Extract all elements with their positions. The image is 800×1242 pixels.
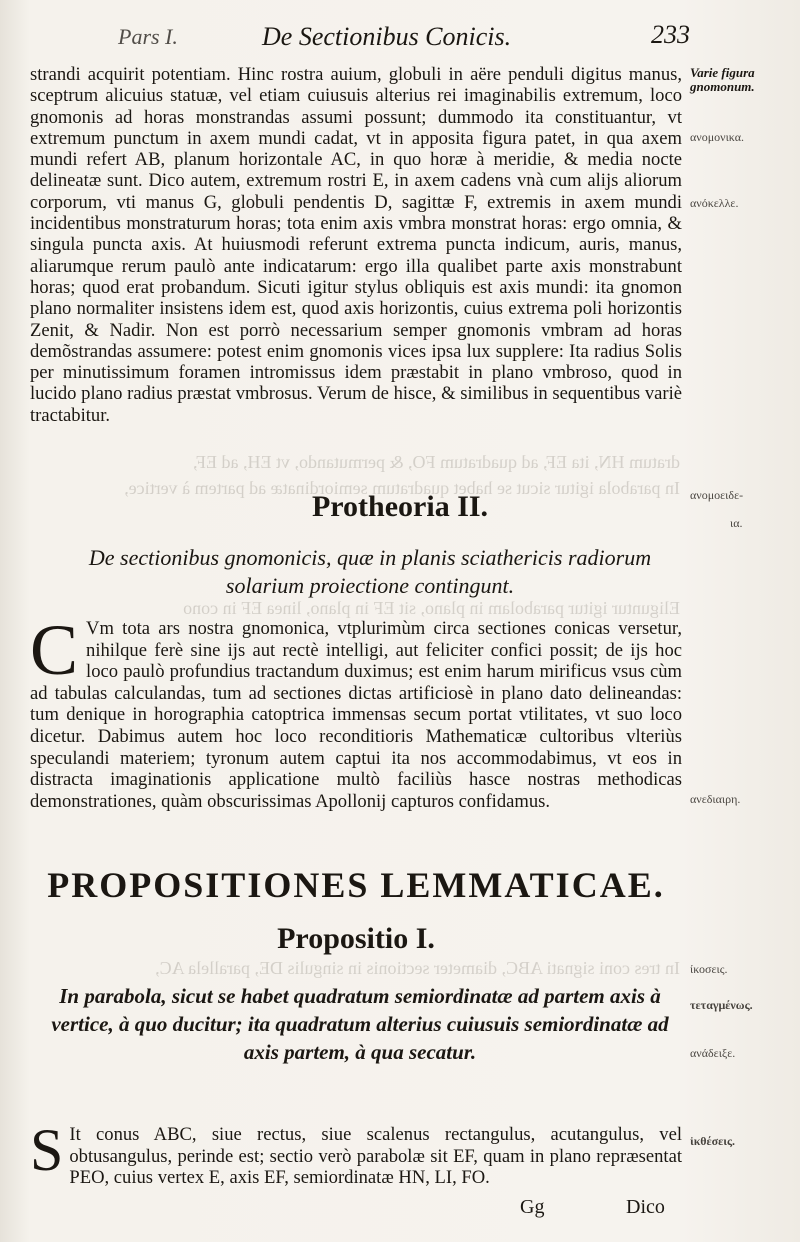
margin-note: ανάδειξε. [690, 1046, 736, 1060]
signature-mark: Gg [520, 1196, 545, 1218]
drop-cap: S [30, 1117, 64, 1183]
margin-note: ια. [730, 516, 743, 530]
margin-note: ίκοσεις. [690, 962, 728, 976]
paragraph-3-text: It conus ABC, siue rectus, siue scalenus rectangulus, acutangulus, vel obtusangulus, perinde est; sectio verò parabolæ sit EF, quam in plano repræsentat PEO, cuius vertex E, axis EF, semiordinatæ HN, LI, FO. [69, 1124, 682, 1188]
paragraph-2-text: Vm tota ars nostra gnomonica, vtplurimùm circa sectiones conicas versetur, nihilque ferè sine ijs aut rectè intelligi, aut feliciter confici possit; de ijs hoc loco paulò profundius tractandum duximus; est enim harum mirificus vsus cùm ad tabulas calculandas, tum ad sectiones dictas artificiosè in plano dato delineandas: tum denique in horographia catoptrica immensas secum portat vtilitates, vt suo loco dicetur. Dabimus autem hoc loco reconditioris Mathematicæ cultoribus vlteriùs speculandi materiem; tyronum autem captui ita nos accommodabimus, vt eos in distracta imaginationis applicatione multò faciliùs hasce nostras methodicas demonstrationes, quàm obscurissimas Apollonij capturos confidamus. [30, 618, 682, 812]
margin-notes [690, 0, 800, 1242]
page-number: 233 [651, 20, 690, 49]
running-title: De Sectionibus Conicis. [262, 22, 512, 51]
drop-cap: C [30, 610, 79, 690]
page-header [30, 20, 690, 54]
bleed-through-line: dratum HN, ita EF, ad quadratum FO, & permutando, vt EH, ad EF, [192, 452, 680, 472]
margin-note: ἰκθέσεις. [690, 1134, 736, 1148]
lemma-heading: PROPOSITIONES LEMMATICAE. [47, 865, 665, 905]
section-subtitle: De sectionibus gnomonicis, quæ in planis sciathericis radiorum solarium proiectione contingunt. [88, 545, 652, 598]
page-footer [0, 1196, 800, 1226]
margin-note: ανόκελλε. [690, 196, 739, 210]
paragraph-2 [30, 610, 682, 812]
margin-note: τεταγμένως. [690, 998, 753, 1012]
proposition-title: Propositio I. [277, 922, 435, 955]
paragraph-1 [30, 64, 682, 426]
paragraph-3 [30, 1117, 682, 1189]
catchword: Dico [626, 1196, 665, 1218]
margin-note: Varie figura gnomonum. [690, 65, 755, 94]
bleed-through-line: Eliguntur igitur parabolam in plano, sit EF in plano, linea EF in cono [183, 598, 680, 618]
bleed-through-line: In parabola igitur sicut se habet quadratum semiordinatæ ad partem à vertice, [124, 478, 680, 498]
proposition-statement: In parabola, sicut se habet quadratum semiordinatæ ad partem axis à vertice, à quo ducitur; ita quadratum alterius cuiusuis semiordinatæ ad axis partem, à qua secatur. [51, 984, 669, 1064]
paragraph-1-text: strandi acquirit potentiam. Hinc rostra auium, globuli in aëre penduli digitus manus, sceptrum alicuius statuæ, vel etiam cuiusuis alterius rei imaginabilis extremum, loco gnomonis ad horas monstrandas assumi possunt; dummodo ita constituantur, vt extremum punctum in axem mundi cadat, vt in apposita figura patet, in qua axem mundi refert AB, planum horizontale AC, in quo horæ à meridie, & media nocte delineatæ sunt. Dico autem, extremum rostri E, in axem cadens vnà cum alijs aliorum corporum, vti manus G, globuli pendentis D, sagittæ F, extremis in axem mundi incidentibus monstraturum horas; tota enim axis vmbra monstrat horas: ergo omnia, & singula puncta axis. At huiusmodi referunt extrema puncta indicum, auris, manus, aliarumque rerum paulò ante indicatarum: ergo illa qualibet parte axis monstrabunt horas; quod erat probandum. Sicuti igitur stylus obliquis est axis mundi: ita gnomon plano normaliter insistens idem est, quod axis horizontis, cuius extrema poli horizontis Zenit, & Nadir. Non est porrò necessarium semper gnomonis vmbram ad horas demõstrandas assumere: potest enim gnomonis vices ipsa lux supplere: Ita radius Solis per minutissimum foramen intromissus idem præstabit in plano vmbroso, quod in lucido plano radius præstat vmbrosus. Verum de hisce, & similibus in sequentibus variè tractabitur. [30, 64, 682, 426]
margin-note: ανομοειδε- [690, 488, 744, 502]
margin-note: ανομονικα. [690, 130, 745, 144]
running-head-left: Pars I. [118, 24, 178, 49]
bleed-through-line: In tres coni signati ABC, diameter sectionis in singulis DE, parallela AC, [155, 958, 680, 978]
margin-note: ανεδιαιρη. [690, 792, 741, 806]
section-title: Protheoria II. [311, 490, 489, 523]
